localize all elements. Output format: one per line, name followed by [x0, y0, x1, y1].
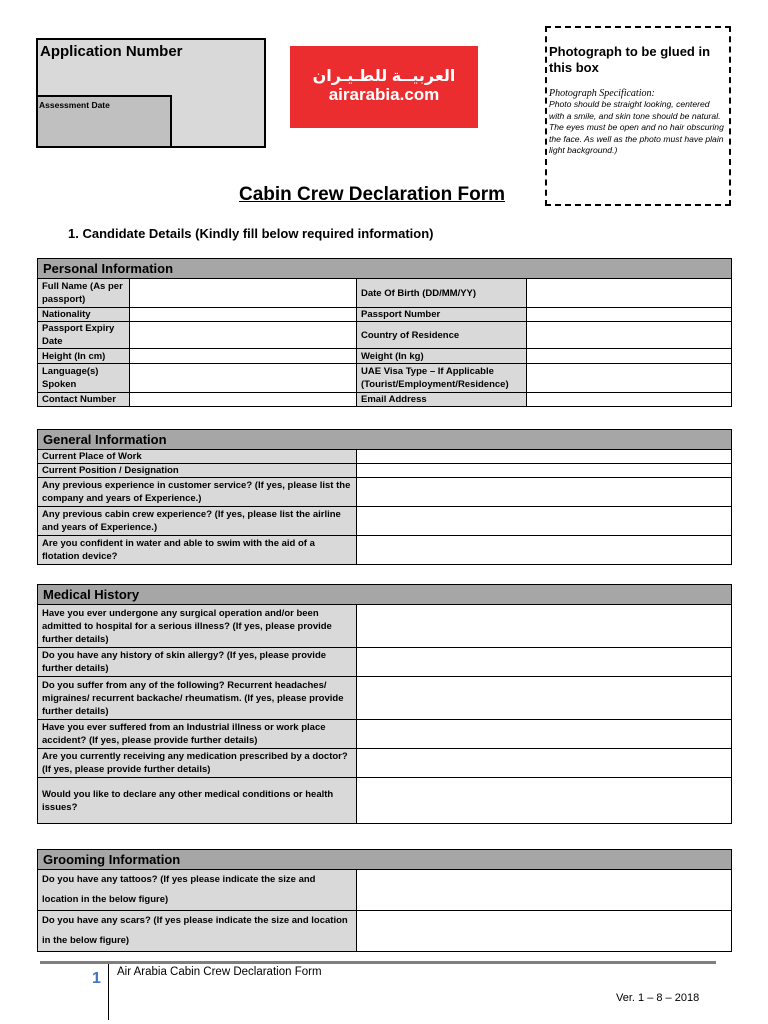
- medical-history-header: Medical History: [38, 585, 732, 605]
- application-number-box: [36, 38, 266, 148]
- country-of-residence-field[interactable]: [527, 322, 732, 349]
- section-heading: 1. Candidate Details (Kindly fill below required information): [68, 226, 434, 241]
- general-information-header: General Information: [38, 430, 732, 450]
- date-of-birth-field[interactable]: [527, 279, 732, 308]
- cabin-crew-experience-field[interactable]: [357, 507, 732, 536]
- passport-expiry-field[interactable]: [130, 322, 357, 349]
- photograph-box: [545, 26, 731, 206]
- scars-field[interactable]: [357, 911, 732, 952]
- personal-information-header: Personal Information: [38, 259, 732, 279]
- passport-number-label: Passport Number: [357, 308, 527, 322]
- personal-information-table: [37, 258, 732, 407]
- swimming-confidence-field[interactable]: [357, 536, 732, 565]
- full-name-label: Full Name (As per passport): [38, 279, 130, 308]
- email-address-label: Email Address: [357, 393, 527, 407]
- scars-label: Do you have any scars? (If yes please indicate the size and location in the below figure): [38, 911, 357, 952]
- logo-text: airarabia.com: [328, 85, 440, 104]
- current-position-label: Current Position / Designation: [38, 464, 357, 478]
- cabin-crew-experience-label: Any previous cabin crew experience? (If yes, please list the airline and years of Experience.): [38, 507, 357, 536]
- recurrent-conditions-field[interactable]: [357, 677, 732, 720]
- logo-arabic-text: العربيــة للطـيـران: [312, 68, 456, 85]
- skin-allergy-label: Do you have any history of skin allergy? (If yes, please provide further details): [38, 648, 357, 677]
- recurrent-conditions-label: Do you suffer from any of the following? Recurrent headaches/ migraines/ recurrent backache/ rheumatism. (If yes, please provide further details): [38, 677, 357, 720]
- tattoos-label: Do you have any tattoos? (If yes please indicate the size and location in the below figure): [38, 870, 357, 911]
- medication-field[interactable]: [357, 749, 732, 778]
- current-place-of-work-field[interactable]: [357, 450, 732, 464]
- customer-service-experience-label: Any previous experience in customer service? (If yes, please list the company and years of Experience.): [38, 478, 357, 507]
- uae-visa-type-label: UAE Visa Type – If Applicable (Tourist/Employment/Residence): [357, 364, 527, 393]
- form-title: Cabin Crew Declaration Form: [238, 184, 506, 205]
- surgical-operation-field[interactable]: [357, 605, 732, 648]
- photograph-spec-label: Photograph Specification:: [549, 88, 655, 99]
- height-field[interactable]: [130, 349, 357, 364]
- page-number: 1: [92, 970, 101, 987]
- swimming-confidence-label: Are you confident in water and able to swim with the aid of a flotation device?: [38, 536, 357, 565]
- photograph-title: Photograph to be glued in this box: [549, 44, 711, 75]
- footer-title: Air Arabia Cabin Crew Declaration Form: [117, 966, 322, 978]
- skin-allergy-field[interactable]: [357, 648, 732, 677]
- version-label: Ver. 1 – 8 – 2018: [616, 992, 700, 1004]
- tattoos-field[interactable]: [357, 870, 732, 911]
- medical-history-table: [37, 584, 732, 824]
- contact-number-label: Contact Number: [38, 393, 130, 407]
- grooming-information-table: [37, 849, 732, 952]
- surgical-operation-label: Have you ever undergone any surgical operation and/or been admitted to hospital for a serious illness? (If yes, please provide further details): [38, 605, 357, 648]
- photograph-spec-text: Photo should be straight looking, centered with a smile, and skin tone should be natural. The eyes must be open and no hair obscuring the face. As well as the photo must have plain light background.): [549, 99, 724, 155]
- full-name-field[interactable]: [130, 279, 357, 308]
- medication-label: Are you currently receiving any medication prescribed by a doctor? (If yes, please provide further details): [38, 749, 357, 778]
- grooming-information-header: Grooming Information: [38, 850, 732, 870]
- nationality-label: Nationality: [38, 308, 130, 322]
- air-arabia-logo: [290, 46, 478, 128]
- other-medical-conditions-label: Would you like to declare any other medical conditions or health issues?: [38, 778, 357, 824]
- other-medical-conditions-field[interactable]: [357, 778, 732, 824]
- assessment-date-box: [36, 95, 172, 148]
- page-number-divider: [108, 964, 109, 1020]
- height-label: Height (In cm): [38, 349, 130, 364]
- nationality-field[interactable]: [130, 308, 357, 322]
- languages-field[interactable]: [130, 364, 357, 393]
- weight-field[interactable]: [527, 349, 732, 364]
- footer-divider: [40, 961, 716, 964]
- current-place-of-work-label: Current Place of Work: [38, 450, 357, 464]
- customer-service-experience-field[interactable]: [357, 478, 732, 507]
- weight-label: Weight (In kg): [357, 349, 527, 364]
- passport-number-field[interactable]: [527, 308, 732, 322]
- date-of-birth-label: Date Of Birth (DD/MM/YY): [357, 279, 527, 308]
- languages-label: Language(s) Spoken: [38, 364, 130, 393]
- country-of-residence-label: Country of Residence: [357, 322, 527, 349]
- contact-number-field[interactable]: [130, 393, 357, 407]
- general-information-table: [37, 429, 732, 565]
- passport-expiry-label: Passport Expiry Date: [38, 322, 130, 349]
- application-number-label: Application Number: [40, 43, 183, 60]
- industrial-illness-field[interactable]: [357, 720, 732, 749]
- email-address-field[interactable]: [527, 393, 732, 407]
- industrial-illness-label: Have you ever suffered from an Industrial illness or work place accident? (If yes, please provide further details): [38, 720, 357, 749]
- assessment-date-label: Assessment Date: [39, 100, 110, 110]
- current-position-field[interactable]: [357, 464, 732, 478]
- uae-visa-type-field[interactable]: [527, 364, 732, 393]
